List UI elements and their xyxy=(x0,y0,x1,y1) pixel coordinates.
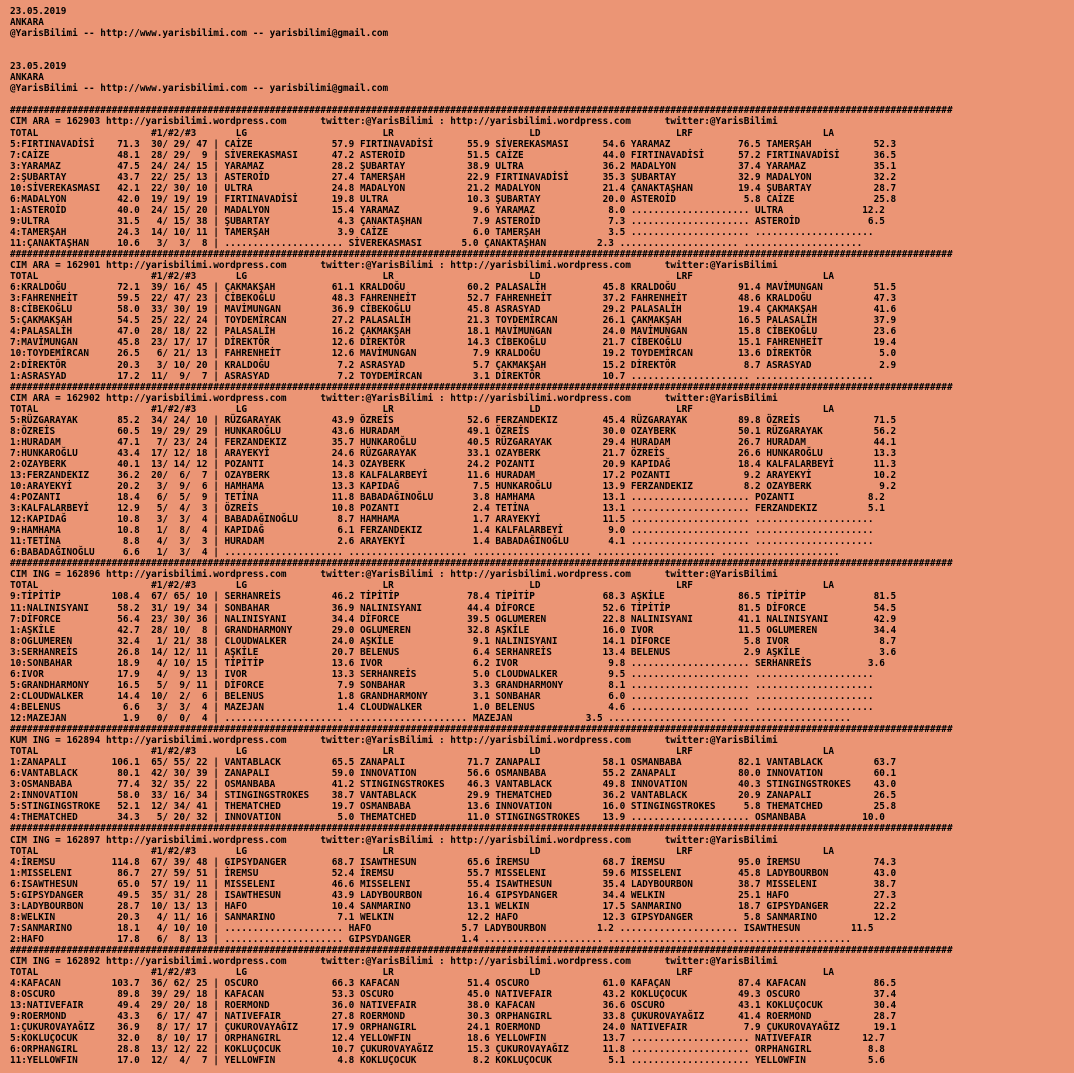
result-row: 3:YARAMAZ 47.5 24/ 24/ 15 | YARAMAZ 28.2 ŞUBARTAY 38.9 ULTRA 36.2 MADALYON 37.4 YARAMAZ 35.1 xyxy=(10,160,897,172)
result-row: 13:NATIVEFAIR 49.4 29/ 20/ 18 | ROERMOND 36.0 NATIVEFAIR 38.0 KAFACAN 36.6 OSCURO 43.1 KOKLUÇOCUK 30.4 xyxy=(10,1000,897,1012)
result-row: 6:VANTABLACK 80.1 42/ 30/ 39 | ZANAPALI 59.0 INNOVATION 56.6 OSMANBABA 55.2 ZANAPALI 80.0 INNOVATION 60.1 xyxy=(10,768,897,780)
race-header: CIM ING = 162892 http://yarisbilimi.wordpress.com twitter:@YarisBilimi : http://yarisbilimi.wordpress.com twitter:@YarisBilimi xyxy=(10,956,778,968)
blank-line xyxy=(10,94,1074,105)
column-header-row: TOTAL #1/#2/#3 LG LR LD LRF LA xyxy=(10,845,835,857)
section-separator: ####################################################################################################################################################################### xyxy=(10,105,953,117)
result-row: 1:MISSELENI 86.7 27/ 59/ 51 | İREMSU 52.4 İREMSU 55.7 MISSELENI 59.6 MISSELENI 45.8 LADYBOURBON 43.0 xyxy=(10,867,897,879)
result-row: 3:OSMANBABA 77.4 32/ 35/ 22 | OSMANBABA 41.2 STINGINGSTROKES 46.3 VANTABLACK 49.8 INNOVATION 40.3 STINGINGSTROKES 43.0 xyxy=(10,779,897,791)
result-row: 5:STINGINGSTROKE 52.1 12/ 34/ 41 | THEMATCHED 19.7 OSMANBABA 13.6 INNOVATION 16.0 STINGINGSTROKES 5.8 THEMATCHED 25.8 xyxy=(10,801,897,813)
column-header-row: TOTAL #1/#2/#3 LG LR LD LRF LA xyxy=(10,127,835,139)
result-row: 5:ÇAKMAKŞAH 54.5 25/ 22/ 24 | TOYDEMİRCAN 27.2 PALASALİH 21.3 TOYDEMİRCAN 26.1 ÇAKMAKŞAH 16.5 PALASALİH 37.9 xyxy=(10,315,897,327)
result-row: 11:YELLOWFIN 17.0 12/ 4/ 7 | YELLOWFIN 4.8 KOKLUÇOCUK 8.2 KOKLUÇOCUK 5.1 ..................... YELLOWFIN 5.6 xyxy=(10,1055,885,1067)
result-row: 12:MAZEJAN 1.9 0/ 0/ 4 | ..................... ..................... MAZEJAN 3.5 ..................... ..................... xyxy=(10,713,851,724)
blank-line xyxy=(10,50,1074,61)
result-row: 10:SİVEREKASMASI 42.1 22/ 30/ 10 | ULTRA 24.8 MADALYON 21.2 MADALYON 21.4 ÇANAKTAŞHAN 19.4 ŞUBARTAY 28.7 xyxy=(10,182,897,194)
result-row: 10:TOYDEMİRCAN 26.5 6/ 21/ 13 | FAHRENHEİT 12.6 MAVİMUNGAN 7.9 KRALDOĞU 19.2 TOYDEMİRCAN 13.6 DİREKTÖR 5.0 xyxy=(10,348,897,360)
result-row: 8:OSCURO 89.8 39/ 29/ 18 | KAFACAN 53.3 OSCURO 45.0 NATIVEFAIR 43.2 KOKLUÇOCUK 49.3 OSCURO 37.4 xyxy=(10,989,897,1001)
result-row: 4:İREMSU 114.8 67/ 39/ 48 | GIPSYDANGER 68.7 ISAWTHESUN 65.6 İREMSU 68.7 İREMSU 95.0 İREMSU 74.3 xyxy=(10,856,897,868)
result-row: 7:HUNKAROĞLU 43.4 17/ 12/ 18 | ARAYEKYİ 24.6 RÜZGARAYAK 33.1 OZAYBERK 21.7 ÖZREİS 26.6 HUNKAROĞLU 13.3 xyxy=(10,447,897,459)
result-row: 2:OZAYBERK 40.1 13/ 14/ 12 | POZANTI 14.3 OZAYBERK 24.2 POZANTI 20.9 KAPIDAĞ 18.4 KALFALARBEYİ 11.3 xyxy=(10,458,897,470)
result-row: 3:FAHRENHEİT 59.5 22/ 47/ 23 | CİBEKOĞLU 48.3 FAHRENHEİT 52.7 FAHRENHEİT 37.2 FAHRENHEİT 48.6 KRALDOĞU 47.3 xyxy=(10,293,897,305)
section-separator: ####################################################################################################################################################################### xyxy=(10,724,953,736)
date-line: 23.05.2019 xyxy=(10,6,67,17)
result-row: 6:BABADAĞINOĞLU 6.6 1/ 3/ 4 | ..................... ..................... ..................... ..................... ..................... xyxy=(10,547,840,559)
result-row: 3:LADYBOURBON 28.7 10/ 13/ 13 | HAFO 10.4 SANMARINO 13.1 WELKIN 17.5 SANMARINO 18.7 GIPSYDANGER 22.2 xyxy=(10,900,897,912)
result-row: 6:IVOR 17.9 4/ 9/ 13 | IVOR 13.3 SERHANREİS 5.0 CLOUDWALKER 9.5 ..................... ..................... xyxy=(10,668,874,680)
column-header-row: TOTAL #1/#2/#3 LG LR LD LRF LA xyxy=(10,746,835,758)
result-row: 13:FERZANDEKIZ 36.2 20/ 6/ 7 | OZAYBERK 13.8 KALFALARBEYİ 11.6 HURADAM 17.2 POZANTI 9.2 ARAYEKYİ 10.2 xyxy=(10,469,897,481)
race-header: CIM ARA = 162901 http://yarisbilimi.wordpress.com twitter:@YarisBilimi : http://yarisbilimi.wordpress.com twitter:@YarisBilimi xyxy=(10,260,778,272)
result-row: 7:MAVİMUNGAN 45.8 23/ 17/ 17 | DİREKTÖR 12.6 DİREKTÖR 14.3 CİBEKOĞLU 21.7 CİBEKOĞLU 15.1 FAHRENHEİT 19.4 xyxy=(10,337,897,349)
section-separator: ####################################################################################################################################################################### xyxy=(10,249,953,261)
result-row: 8:CİBEKOĞLU 58.0 33/ 30/ 19 | MAVİMUNGAN 36.9 CİBEKOĞLU 45.8 ASRASYAD 29.2 PALASALİH 19.4 ÇAKMAKŞAH 41.6 xyxy=(10,304,897,316)
result-row: 7:CAİZE 48.1 28/ 29/ 9 | SİVEREKASMASI 47.2 ASTEROİD 51.5 CAİZE 44.0 FIRTINAVADİSİ 57.2 FIRTINAVADİSİ 36.5 xyxy=(10,149,897,161)
result-row: 3:KALFALARBEYİ 12.9 5/ 4/ 3 | ÖZREİS 10.8 POZANTI 2.4 TETİNA 13.1 ..................... FERZANDEKIZ 5.1 xyxy=(10,503,885,515)
city-line: ANKARA xyxy=(10,72,44,84)
column-header-row: TOTAL #1/#2/#3 LG LR LD LRF LA xyxy=(10,580,835,592)
result-row: 8:WELKIN 20.3 4/ 11/ 16 | SANMARINO 7.1 WELKIN 12.2 HAFO 12.3 GIPSYDANGER 5.8 SANMARINO 12.2 xyxy=(10,911,897,923)
result-row: 11:ÇANAKTAŞHAN 10.6 3/ 3/ 8 | ..................... SİVEREKASMASI 5.0 ÇANAKTAŞHAN 2.3 ..................... ..................... xyxy=(10,237,863,249)
result-row: 5:GIPSYDANGER 49.5 35/ 31/ 28 | ISAWTHESUN 43.9 LADYBOURBON 16.4 GIPSYDANGER 34.4 WELKIN 25.1 HAFO 27.3 xyxy=(10,889,897,901)
result-row: 11:NALINISYANI 58.2 31/ 19/ 34 | SONBAHAR 36.9 NALINISYANI 44.4 DİFORCE 52.6 TİPİTİP 81.5 DİFORCE 54.5 xyxy=(10,602,897,614)
result-row: 4:KAFACAN 103.7 36/ 62/ 25 | OSCURO 66.3 KAFACAN 51.4 OSCURO 61.0 KAFAÇAN 87.4 KAFACAN 86.5 xyxy=(10,978,897,990)
column-header-row: TOTAL #1/#2/#3 LG LR LD LRF LA xyxy=(10,403,835,415)
section-separator: ####################################################################################################################################################################### xyxy=(10,381,953,393)
race-header: CIM ARA = 162903 http://yarisbilimi.wordpress.com twitter:@YarisBilimi : http://yarisbilimi.wordpress.com twitter:@YarisBilimi xyxy=(10,116,778,128)
result-row: 10:ARAYEKYİ 20.2 3/ 9/ 6 | HAMHAMA 13.3 KAPIDAĞ 7.5 HUNKAROĞLU 13.9 FERZANDEKIZ 8.2 OZAYBERK 9.2 xyxy=(10,481,897,493)
result-row: 4:TAMERŞAH 24.3 14/ 10/ 11 | TAMERŞAH 3.9 CAİZE 6.0 TAMERŞAH 3.5 ..................... ..................... xyxy=(10,226,874,238)
city-line: ANKARA xyxy=(10,17,44,29)
result-row: 2:ŞUBARTAY 43.7 22/ 25/ 13 | ASTEROİD 27.4 TAMERŞAH 22.9 FIRTINAVADİSİ 35.3 ŞUBARTAY 32.9 MADALYON 32.2 xyxy=(10,171,897,183)
result-row: 1:HURADAM 47.1 7/ 23/ 24 | FERZANDEKIZ 35.7 HUNKAROĞLU 40.5 RÜZGARAYAK 29.4 HURADAM 26.7 HURADAM 44.1 xyxy=(10,436,897,448)
section-separator: ####################################################################################################################################################################### xyxy=(10,823,953,835)
result-row: 2:INNOVATION 58.0 33/ 16/ 34 | STINGINGSTROKES 38.7 VANTABLACK 29.9 THEMATCHED 36.2 VANTABLACK 20.9 ZANAPALI 26.5 xyxy=(10,790,897,802)
race-header: KUM ING = 162894 http://yarisbilimi.wordpress.com twitter:@YarisBilimi : http://yarisbilimi.wordpress.com twitter:@YarisBilimi xyxy=(10,735,778,747)
result-row: 1:AŞKİLE 42.7 28/ 10/ 8 | GRANDHARMONY 29.0 OGLUMEREN 32.8 AŞKİLE 16.0 IVOR 11.5 OGLUMEREN 34.4 xyxy=(10,624,897,636)
section-separator: ####################################################################################################################################################################### xyxy=(10,944,953,956)
race-header: CIM ARA = 162902 http://yarisbilimi.wordpress.com twitter:@YarisBilimi : http://yarisbilimi.wordpress.com twitter:@YarisBilimi xyxy=(10,392,778,404)
result-row: 1:ASRASYAD 17.2 11/ 9/ 7 | ASRASYAD 7.2 TOYDEMİRCAN 3.1 DİREKTÖR 10.7 ..................... ..................... xyxy=(10,370,874,382)
contact-line: @YarisBilimi -- http://www.yarisbilimi.com -- yarisbilimi@gmail.com xyxy=(10,83,389,95)
result-row: 1:ÇUKUROVAYAĞIZ 36.9 8/ 17/ 17 | ÇUKUROVAYAĞIZ 17.9 ORPHANGIRL 24.1 ROERMOND 24.0 NATIVEFAIR 7.9 ÇUKUROVAYAĞIZ 19.1 xyxy=(10,1022,897,1034)
result-row: 12:KAPIDAĞ 10.8 3/ 3/ 4 | BABADAĞINOĞLU 8.7 HAMHAMA 1.7 ARAYEKYİ 11.5 ..................... ..................... xyxy=(10,514,874,526)
result-row: 5:KOKLUÇOCUK 32.0 8/ 10/ 17 | ORPHANGIRL 12.4 YELLOWFIN 18.6 YELLOWFIN 13.7 ..................... NATIVEFAIR 12.7 xyxy=(10,1033,885,1045)
result-row: 9:HAMHAMA 10.8 1/ 8/ 4 | KAPIDAĞ 6.1 FERZANDEKIZ 1.4 KALFALARBEYİ 9.0 ..................... ..................... xyxy=(10,525,874,537)
result-row: 7:DİFORCE 56.4 23/ 30/ 36 | NALINISYANI 34.4 DİFORCE 39.5 OGLUMEREN 22.8 NALINISYANI 41.1 NALINISYANI 42.9 xyxy=(10,613,897,625)
result-row: 9:ROERMOND 43.3 6/ 17/ 47 | NATIVEFAIR 27.8 ROERMOND 30.3 ORPHANGIRL 33.8 ÇUKUROVAYAĞIZ 41.4 ROERMOND 28.7 xyxy=(10,1011,897,1023)
result-row: 6:KRALDOĞU 72.1 39/ 16/ 45 | ÇAKMAKŞAH 61.1 KRALDOĞU 60.2 PALASALİH 45.8 KRALDOĞU 91.4 MAVİMUNGAN 51.5 xyxy=(10,282,897,294)
result-row: 7:SANMARINO 18.1 4/ 10/ 10 | ..................... HAFO 5.7 LADYBOURBON 1.2 ..................... ISAWTHESUN 11.5 xyxy=(10,922,874,934)
column-header-row: TOTAL #1/#2/#3 LG LR LD LRF LA xyxy=(10,271,835,283)
result-row: 1:ASTEROİD 40.0 24/ 15/ 20 | MADALYON 15.4 YARAMAZ 9.6 YARAMAZ 8.0 ..................... ULTRA 12.2 xyxy=(10,204,885,216)
date-line: 23.05.2019 xyxy=(10,61,67,73)
column-header-row: TOTAL #1/#2/#3 LG LR LD LRF LA xyxy=(10,967,835,979)
result-row: 2:HAFO 17.8 6/ 8/ 13 | ..................... GIPSYDANGER 1.4 ..................... ..................... ..................... xyxy=(10,933,851,945)
result-row: 1:ZANAPALI 106.1 65/ 55/ 22 | VANTABLACK 65.5 ZANAPALI 71.7 ZANAPALI 58.1 OSMANBABA 82.1 VANTABLACK 63.7 xyxy=(10,757,897,769)
result-row: 4:BELENUS 6.6 3/ 3/ 4 | MAZEJAN 1.4 CLOUDWALKER 1.0 BELENUS 4.6 ..................... ..................... xyxy=(10,701,874,713)
result-row: 5:GRANDHARMONY 16.5 5/ 9/ 11 | DİFORCE 7.9 SONBAHAR 3.3 GRANDHARMONY 8.1 ..................... ..................... xyxy=(10,679,874,691)
result-row: 6:ORPHANGIRL 28.8 13/ 12/ 22 | KOKLUÇOCUK 10.7 ÇUKUROVAYAĞIZ 15.3 ÇUKUROVAYAĞIZ 11.8 ..................... ORPHANGIRL 8.8 xyxy=(10,1044,885,1056)
result-row: 9:ULTRA 31.5 4/ 15/ 38 | ŞUBARTAY 4.3 ÇANAKTAŞHAN 7.9 ASTEROİD 7.3 ..................... ASTEROİD 6.5 xyxy=(10,215,885,227)
result-row: 9:TİPİTİP 108.4 67/ 65/ 10 | SERHANREİS 46.2 TİPİTİP 78.4 TİPİTİP 68.3 AŞKİLE 86.5 TİPİTİP 81.5 xyxy=(10,591,897,603)
result-row: 4:POZANTI 18.4 6/ 5/ 9 | TETİNA 11.8 BABADAĞINOĞLU 3.8 HAMHAMA 13.1 ..................... POZANTI 8.2 xyxy=(10,492,885,504)
blank-line xyxy=(10,39,1074,50)
race-header: CIM ING = 162896 http://yarisbilimi.wordpress.com twitter:@YarisBilimi : http://yarisbilimi.wordpress.com twitter:@YarisBilimi xyxy=(10,569,778,581)
result-row: 8:OGLUMEREN 32.4 1/ 21/ 38 | CLOUDWALKER 24.0 AŞKİLE 9.1 NALINISYANI 14.1 DİFORCE 5.8 IVOR 8.7 xyxy=(10,635,897,647)
result-row: 6:MADALYON 42.0 19/ 19/ 19 | FIRTINAVADİSİ 19.8 ULTRA 10.3 ŞUBARTAY 20.0 ASTEROİD 5.8 CAİZE 25.8 xyxy=(10,193,897,205)
contact-line: @YarisBilimi -- http://www.yarisbilimi.com -- yarisbilimi@gmail.com xyxy=(10,28,389,40)
result-row: 4:PALASALİH 47.0 28/ 18/ 22 | PALASALİH 16.2 ÇAKMAKŞAH 18.1 MAVİMUNGAN 24.0 MAVİMUNGAN 15.8 CİBEKOĞLU 23.6 xyxy=(10,326,897,338)
race-header: CIM ING = 162897 http://yarisbilimi.wordpress.com twitter:@YarisBilimi : http://yarisbilimi.wordpress.com twitter:@YarisBilimi xyxy=(10,834,778,846)
result-row: 5:RÜZGARAYAK 85.2 34/ 24/ 10 | RÜZGARAYAK 43.9 ÖZREİS 52.6 FERZANDEKIZ 45.4 RÜZGARAYAK 89.8 ÖZREİS 71.5 xyxy=(10,414,897,426)
result-row: 2:DİREKTÖR 20.3 3/ 10/ 20 | KRALDOĞU 7.2 ASRASYAD 5.7 ÇAKMAKŞAH 15.2 DİREKTÖR 8.7 ASRASYAD 2.9 xyxy=(10,359,897,371)
result-row: 11:TETİNA 8.8 4/ 3/ 3 | HURADAM 2.6 ARAYEKYİ 1.4 BABADAĞINOĞLU 4.1 ..................... ..................... xyxy=(10,536,874,548)
result-row: 8:ÖZREİS 60.5 19/ 29/ 29 | HUNKAROĞLU 43.6 HURADAM 49.1 ÖZREİS 30.0 OZAYBERK 50.1 RÜZGARAYAK 56.2 xyxy=(10,425,897,437)
section-separator: ####################################################################################################################################################################### xyxy=(10,558,953,570)
result-row: 5:FIRTINAVADİSİ 71.3 30/ 29/ 47 | CAİZE 57.9 FIRTINAVADİSİ 55.9 SİVEREKASMASI 54.6 YARAMAZ 76.5 TAMERŞAH 52.3 xyxy=(10,138,897,150)
result-row: 4:THEMATCHED 34.3 5/ 20/ 32 | INNOVATION 5.0 THEMATCHED 11.0 STINGINGSTROKES 13.9 ..................... OSMANBABA 10.0 xyxy=(10,812,885,824)
result-row: 2:CLOUDWALKER 14.4 10/ 2/ 6 | BELENUS 1.8 GRANDHARMONY 3.1 SONBAHAR 6.0 ..................... ..................... xyxy=(10,690,874,702)
result-row: 6:ISAWTHESUN 65.0 57/ 19/ 11 | MISSELENI 46.6 MISSELENI 55.4 ISAWTHESUN 35.4 LADYBOURBON 38.7 MISSELENI 38.7 xyxy=(10,878,897,890)
result-row: 3:SERHANREİS 26.8 14/ 12/ 11 | AŞKİLE 20.7 BELENUS 6.4 SERHANREİS 13.4 BELENUS 2.9 AŞKİLE 3.6 xyxy=(10,646,897,658)
result-row: 10:SONBAHAR 18.9 4/ 10/ 15 | TİPİTİP 13.6 IVOR 6.2 IVOR 9.8 ..................... SERHANREİS 3.6 xyxy=(10,657,885,669)
